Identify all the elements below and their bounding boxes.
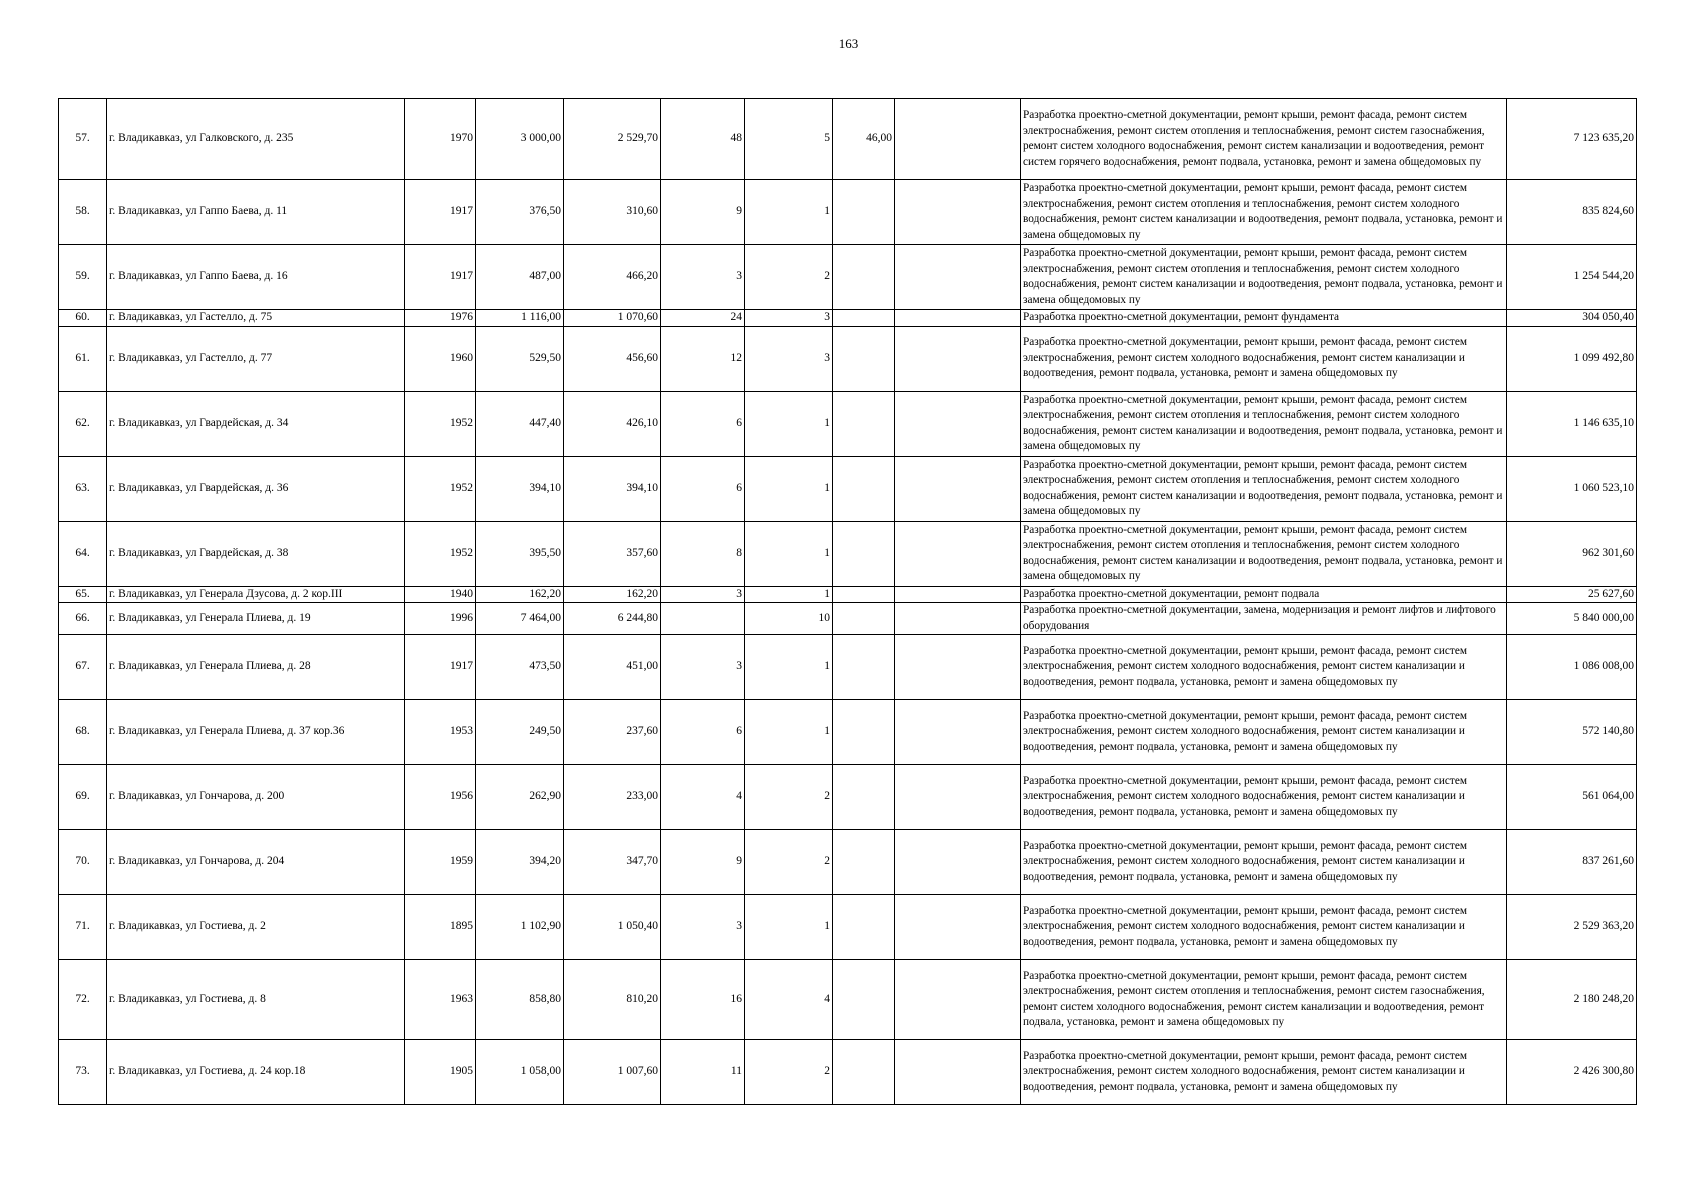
floors-cell: 4 [745,960,833,1040]
year-cell: 1963 [405,960,476,1040]
extra-value-cell [833,180,895,245]
empty-cell [895,635,1021,700]
living-area-cell: 1 050,40 [564,895,661,960]
total-area-cell: 394,10 [476,456,564,521]
works-description-cell: Разработка проектно-сметной документации, ремонт крыши, ремонт фасада, ремонт систем электроснабжения, ремонт систем холодного водоснабжения, ремонт систем канализации и водоотведения, ремонт подвала, установка, ремонт и замена общедомовых пу [1021,700,1507,765]
residents-cell [661,603,745,635]
floors-cell: 3 [745,326,833,391]
table-row [59,521,1637,586]
year-cell: 1996 [405,603,476,635]
cost-cell: 561 064,00 [1507,765,1637,830]
living-area-cell: 451,00 [564,635,661,700]
floors-cell: 10 [745,603,833,635]
address-cell: г. Владикавказ, ул Генерала Плиева, д. 37 кор.36 [107,700,405,765]
year-cell: 1956 [405,765,476,830]
address-cell: г. Владикавказ, ул Гвардейская, д. 38 [107,521,405,586]
empty-cell [895,960,1021,1040]
row-number: 66. [59,603,107,635]
address-cell: г. Владикавказ, ул Гастелло, д. 75 [107,310,405,327]
living-area-cell: 233,00 [564,765,661,830]
address-cell: г. Владикавказ, ул Гаппо Баева, д. 16 [107,245,405,310]
year-cell: 1970 [405,99,476,180]
extra-value-cell [833,830,895,895]
living-area-cell: 394,10 [564,456,661,521]
row-number: 57. [59,99,107,180]
total-area-cell: 394,20 [476,830,564,895]
cost-cell: 837 261,60 [1507,830,1637,895]
living-area-cell: 426,10 [564,391,661,456]
living-area-cell: 6 244,80 [564,603,661,635]
year-cell: 1953 [405,700,476,765]
year-cell: 1895 [405,895,476,960]
extra-value-cell [833,310,895,327]
empty-cell [895,1040,1021,1105]
cost-cell: 962 301,60 [1507,521,1637,586]
floors-cell: 1 [745,895,833,960]
year-cell: 1960 [405,326,476,391]
year-cell: 1976 [405,310,476,327]
year-cell: 1917 [405,635,476,700]
row-number: 64. [59,521,107,586]
row-number: 65. [59,586,107,603]
address-cell: г. Владикавказ, ул Гвардейская, д. 36 [107,456,405,521]
table-row [59,635,1637,700]
address-cell: г. Владикавказ, ул Галковского, д. 235 [107,99,405,180]
cost-cell: 572 140,80 [1507,700,1637,765]
extra-value-cell [833,586,895,603]
floors-cell: 5 [745,99,833,180]
floors-cell: 1 [745,180,833,245]
address-cell: г. Владикавказ, ул Гаппо Баева, д. 11 [107,180,405,245]
table-row [59,830,1637,895]
cost-cell: 25 627,60 [1507,586,1637,603]
floors-cell: 2 [745,830,833,895]
total-area-cell: 529,50 [476,326,564,391]
floors-cell: 3 [745,310,833,327]
living-area-cell: 456,60 [564,326,661,391]
cost-cell: 1 099 492,80 [1507,326,1637,391]
extra-value-cell [833,245,895,310]
residents-cell: 12 [661,326,745,391]
extra-value-cell [833,603,895,635]
address-cell: г. Владикавказ, ул Генерала Плиева, д. 19 [107,603,405,635]
cost-cell: 2 180 248,20 [1507,960,1637,1040]
works-description-cell: Разработка проектно-сметной документации, ремонт крыши, ремонт фасада, ремонт систем электроснабжения, ремонт систем отопления и теплоснабжения, ремонт систем газоснабжения, ремонт систем холодного водоснабжения, ремонт систем канализации и водоотведения, ремонт подвала, установка, ремонт и замена общедомовых пу [1021,960,1507,1040]
living-area-cell: 357,60 [564,521,661,586]
year-cell: 1952 [405,391,476,456]
table-row [59,586,1637,603]
total-area-cell: 162,20 [476,586,564,603]
table-row [59,391,1637,456]
floors-cell: 1 [745,391,833,456]
living-area-cell: 310,60 [564,180,661,245]
total-area-cell: 249,50 [476,700,564,765]
address-cell: г. Владикавказ, ул Гончарова, д. 200 [107,765,405,830]
address-cell: г. Владикавказ, ул Гостиева, д. 8 [107,960,405,1040]
works-description-cell: Разработка проектно-сметной документации, ремонт крыши, ремонт фасада, ремонт систем электроснабжения, ремонт систем холодного водоснабжения, ремонт систем канализации и водоотведения, ремонт подвала, установка, ремонт и замена общедомовых пу [1021,765,1507,830]
row-number: 73. [59,1040,107,1105]
residents-cell: 6 [661,700,745,765]
living-area-cell: 1 007,60 [564,1040,661,1105]
table-row [59,960,1637,1040]
table-row [59,180,1637,245]
floors-cell: 1 [745,521,833,586]
cost-cell: 835 824,60 [1507,180,1637,245]
row-number: 61. [59,326,107,391]
table-row [59,895,1637,960]
row-number: 59. [59,245,107,310]
total-area-cell: 3 000,00 [476,99,564,180]
extra-value-cell [833,326,895,391]
table-row [59,765,1637,830]
total-area-cell: 7 464,00 [476,603,564,635]
total-area-cell: 858,80 [476,960,564,1040]
empty-cell [895,830,1021,895]
table-row [59,1040,1637,1105]
total-area-cell: 1 102,90 [476,895,564,960]
year-cell: 1905 [405,1040,476,1105]
cost-cell: 1 060 523,10 [1507,456,1637,521]
extra-value-cell [833,960,895,1040]
cost-cell: 2 426 300,80 [1507,1040,1637,1105]
row-number: 67. [59,635,107,700]
works-description-cell: Разработка проектно-сметной документации, ремонт крыши, ремонт фасада, ремонт систем электроснабжения, ремонт систем отопления и теплоснабжения, ремонт систем холодного водоснабжения, ремонт систем канализации и водоотведения, ремонт подвала, установка, ремонт и замена общедомовых пу [1021,245,1507,310]
cost-cell: 7 123 635,20 [1507,99,1637,180]
cost-cell: 2 529 363,20 [1507,895,1637,960]
cost-cell: 5 840 000,00 [1507,603,1637,635]
extra-value-cell [833,635,895,700]
empty-cell [895,765,1021,830]
empty-cell [895,456,1021,521]
total-area-cell: 447,40 [476,391,564,456]
works-description-cell: Разработка проектно-сметной документации, ремонт крыши, ремонт фасада, ремонт систем электроснабжения, ремонт систем отопления и теплоснабжения, ремонт систем холодного водоснабжения, ремонт систем канализации и водоотведения, ремонт подвала, установка, ремонт и замена общедомовых пу [1021,391,1507,456]
table-row [59,326,1637,391]
cost-cell: 1 254 544,20 [1507,245,1637,310]
row-number: 72. [59,960,107,1040]
address-cell: г. Владикавказ, ул Гостиева, д. 2 [107,895,405,960]
table-row [59,603,1637,635]
living-area-cell: 237,60 [564,700,661,765]
row-number: 70. [59,830,107,895]
address-cell: г. Владикавказ, ул Гвардейская, д. 34 [107,391,405,456]
row-number: 58. [59,180,107,245]
total-area-cell: 262,90 [476,765,564,830]
cost-cell: 1 086 008,00 [1507,635,1637,700]
living-area-cell: 162,20 [564,586,661,603]
residents-cell: 48 [661,99,745,180]
cost-cell: 304 050,40 [1507,310,1637,327]
works-description-cell: Разработка проектно-сметной документации, ремонт подвала [1021,586,1507,603]
table-row [59,245,1637,310]
empty-cell [895,521,1021,586]
residents-cell: 9 [661,830,745,895]
extra-value-cell [833,521,895,586]
total-area-cell: 487,00 [476,245,564,310]
floors-cell: 2 [745,1040,833,1105]
address-cell: г. Владикавказ, ул Генерала Дзусова, д. 2 кор.III [107,586,405,603]
empty-cell [895,603,1021,635]
table-row [59,310,1637,327]
total-area-cell: 473,50 [476,635,564,700]
extra-value-cell [833,895,895,960]
page-number: 163 [838,36,859,51]
empty-cell [895,586,1021,603]
extra-value-cell [833,765,895,830]
address-cell: г. Владикавказ, ул Гончарова, д. 204 [107,830,405,895]
total-area-cell: 395,50 [476,521,564,586]
residents-cell: 3 [661,245,745,310]
living-area-cell: 347,70 [564,830,661,895]
works-description-cell: Разработка проектно-сметной документации, ремонт крыши, ремонт фасада, ремонт систем электроснабжения, ремонт систем отопления и теплоснабжения, ремонт систем холодного водоснабжения, ремонт систем канализации и водоотведения, ремонт подвала, установка, ремонт и замена общедомовых пу [1021,521,1507,586]
residents-cell: 9 [661,180,745,245]
residents-cell: 8 [661,521,745,586]
year-cell: 1959 [405,830,476,895]
empty-cell [895,700,1021,765]
works-description-cell: Разработка проектно-сметной документации, ремонт крыши, ремонт фасада, ремонт систем электроснабжения, ремонт систем холодного водоснабжения, ремонт систем канализации и водоотведения, ремонт подвала, установка, ремонт и замена общедомовых пу [1021,326,1507,391]
works-description-cell: Разработка проектно-сметной документации, замена, модернизация и ремонт лифтов и лифтового оборудования [1021,603,1507,635]
empty-cell [895,310,1021,327]
residents-cell: 3 [661,635,745,700]
floors-cell: 1 [745,586,833,603]
floors-cell: 1 [745,456,833,521]
row-number: 62. [59,391,107,456]
empty-cell [895,245,1021,310]
residents-cell: 11 [661,1040,745,1105]
extra-value-cell [833,456,895,521]
floors-cell: 1 [745,700,833,765]
living-area-cell: 810,20 [564,960,661,1040]
works-description-cell: Разработка проектно-сметной документации, ремонт крыши, ремонт фасада, ремонт систем электроснабжения, ремонт систем отопления и теплоснабжения, ремонт систем холодного водоснабжения, ремонт систем канализации и водоотведения, ремонт подвала, установка, ремонт и замена общедомовых пу [1021,456,1507,521]
residents-cell: 16 [661,960,745,1040]
row-number: 63. [59,456,107,521]
living-area-cell: 466,20 [564,245,661,310]
works-description-cell: Разработка проектно-сметной документации, ремонт крыши, ремонт фасада, ремонт систем электроснабжения, ремонт систем отопления и теплоснабжения, ремонт систем холодного водоснабжения, ремонт систем канализации и водоотведения, ремонт подвала, установка, ремонт и замена общедомовых пу [1021,180,1507,245]
empty-cell [895,326,1021,391]
year-cell: 1917 [405,180,476,245]
living-area-cell: 1 070,60 [564,310,661,327]
floors-cell: 1 [745,635,833,700]
address-cell: г. Владикавказ, ул Гостиева, д. 24 кор.18 [107,1040,405,1105]
extra-value-cell [833,1040,895,1105]
works-description-cell: Разработка проектно-сметной документации, ремонт крыши, ремонт фасада, ремонт систем электроснабжения, ремонт систем отопления и теплоснабжения, ремонт систем газоснабжения, ремонт систем холодного водоснабжения, ремонт систем канализации и водоотведения, ремонт систем горячего водоснабжения, ремонт подвала, установка, ремонт и замена общедомовых пу [1021,99,1507,180]
empty-cell [895,895,1021,960]
residents-cell: 3 [661,895,745,960]
works-description-cell: Разработка проектно-сметной документации, ремонт крыши, ремонт фасада, ремонт систем электроснабжения, ремонт систем холодного водоснабжения, ремонт систем канализации и водоотведения, ремонт подвала, установка, ремонт и замена общедомовых пу [1021,1040,1507,1105]
empty-cell [895,391,1021,456]
table-row [59,99,1637,180]
cost-cell: 1 146 635,10 [1507,391,1637,456]
row-number: 69. [59,765,107,830]
year-cell: 1917 [405,245,476,310]
total-area-cell: 376,50 [476,180,564,245]
year-cell: 1940 [405,586,476,603]
row-number: 71. [59,895,107,960]
extra-value-cell [833,391,895,456]
row-number: 68. [59,700,107,765]
floors-cell: 2 [745,245,833,310]
floors-cell: 2 [745,765,833,830]
row-number: 60. [59,310,107,327]
address-cell: г. Владикавказ, ул Генерала Плиева, д. 28 [107,635,405,700]
year-cell: 1952 [405,521,476,586]
total-area-cell: 1 116,00 [476,310,564,327]
table-body [59,99,1637,1105]
empty-cell [895,180,1021,245]
extra-value-cell: 46,00 [833,99,895,180]
works-description-cell: Разработка проектно-сметной документации, ремонт крыши, ремонт фасада, ремонт систем электроснабжения, ремонт систем холодного водоснабжения, ремонт систем канализации и водоотведения, ремонт подвала, установка, ремонт и замена общедомовых пу [1021,830,1507,895]
works-description-cell: Разработка проектно-сметной документации, ремонт крыши, ремонт фасада, ремонт систем электроснабжения, ремонт систем холодного водоснабжения, ремонт систем канализации и водоотведения, ремонт подвала, установка, ремонт и замена общедомовых пу [1021,895,1507,960]
works-description-cell: Разработка проектно-сметной документации, ремонт крыши, ремонт фасада, ремонт систем электроснабжения, ремонт систем холодного водоснабжения, ремонт систем канализации и водоотведения, ремонт подвала, установка, ремонт и замена общедомовых пу [1021,635,1507,700]
residents-cell: 6 [661,391,745,456]
address-cell: г. Владикавказ, ул Гастелло, д. 77 [107,326,405,391]
extra-value-cell [833,700,895,765]
empty-cell [895,99,1021,180]
total-area-cell: 1 058,00 [476,1040,564,1105]
living-area-cell: 2 529,70 [564,99,661,180]
year-cell: 1952 [405,456,476,521]
residents-cell: 24 [661,310,745,327]
residents-cell: 3 [661,586,745,603]
residents-cell: 6 [661,456,745,521]
table-row [59,456,1637,521]
works-description-cell: Разработка проектно-сметной документации, ремонт фундамента [1021,310,1507,327]
table-row [59,700,1637,765]
residents-cell: 4 [661,765,745,830]
housing-register-table [58,98,1637,1105]
